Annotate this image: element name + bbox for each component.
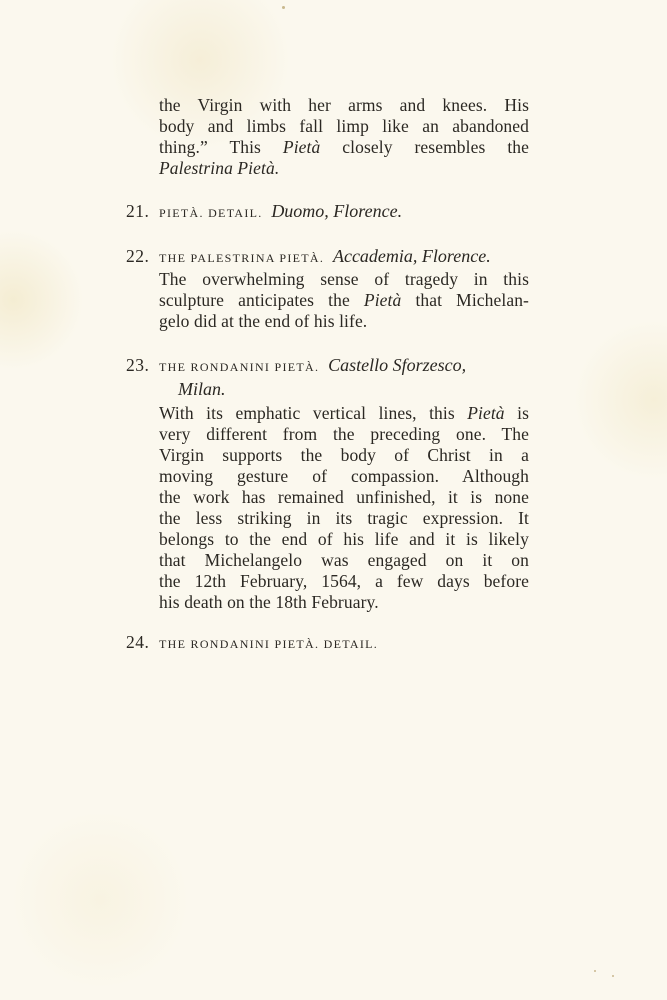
text-line: moving gesture of compassion. Although [159, 466, 529, 486]
plate-entry-24 [126, 631, 536, 655]
text-line: his death on the 18th February. [159, 592, 379, 612]
plate-entry-21 [126, 200, 536, 224]
text-line: Palestrina Pietà. [159, 158, 280, 178]
text-line: With its emphatic vertical lines, this Pietà is [159, 403, 529, 423]
plate-location: Accademia, Florence. [332, 246, 491, 266]
paper-speck [594, 970, 596, 972]
plate-title: THE PALESTRINA PIETÀ. [159, 251, 325, 265]
text-line: thing.” This Pietà closely resembles the [159, 137, 529, 157]
text-line: very different from the preceding one. The [159, 424, 529, 444]
text-line: the work has remained unfinished, it is none [159, 487, 529, 507]
plate-title: PIETÀ. DETAIL. [159, 206, 263, 220]
text-line: The overwhelming sense of tragedy in this [159, 269, 529, 289]
plate-title: THE RONDANINI PIETÀ. [159, 360, 320, 374]
text-line: the less striking in its tragic expression. It [159, 508, 529, 528]
text-line: gelo did at the end of his life. [159, 311, 368, 331]
plate-number: 21. [126, 201, 150, 221]
plate-heading-line [126, 378, 536, 400]
text-line: the Virgin with her arms and knees. His [159, 95, 529, 115]
plate-number: 22. [126, 246, 150, 266]
plate-location-cont: Milan. [178, 379, 226, 399]
text-line: that Michelangelo was engaged on it on [159, 550, 529, 570]
text-line: belongs to the end of his life and it is likely [159, 529, 529, 549]
plate-number: 24. [126, 632, 150, 652]
paper-speck [282, 6, 285, 9]
plate-entry-23 [126, 354, 536, 400]
plate-number: 23. [126, 355, 150, 375]
text-line: sculpture anticipates the Pietà that Michelan- [159, 290, 529, 310]
plate-description-23 [159, 403, 529, 613]
plate-location: Castello Sforzesco, [328, 355, 467, 375]
paper-speck [612, 975, 614, 977]
plate-entry-22 [126, 245, 536, 269]
text-line: Virgin supports the body of Christ in a [159, 445, 529, 465]
plate-location: Duomo, Florence. [271, 201, 403, 221]
continuation-paragraph [159, 95, 529, 179]
plate-heading-line [126, 354, 536, 378]
plate-description-22 [159, 269, 529, 332]
text-line: body and limbs fall limp like an abandoned [159, 116, 529, 136]
text-line: the 12th February, 1564, a few days before [159, 571, 529, 591]
plate-title: THE RONDANINI PIETÀ. DETAIL. [159, 637, 379, 651]
